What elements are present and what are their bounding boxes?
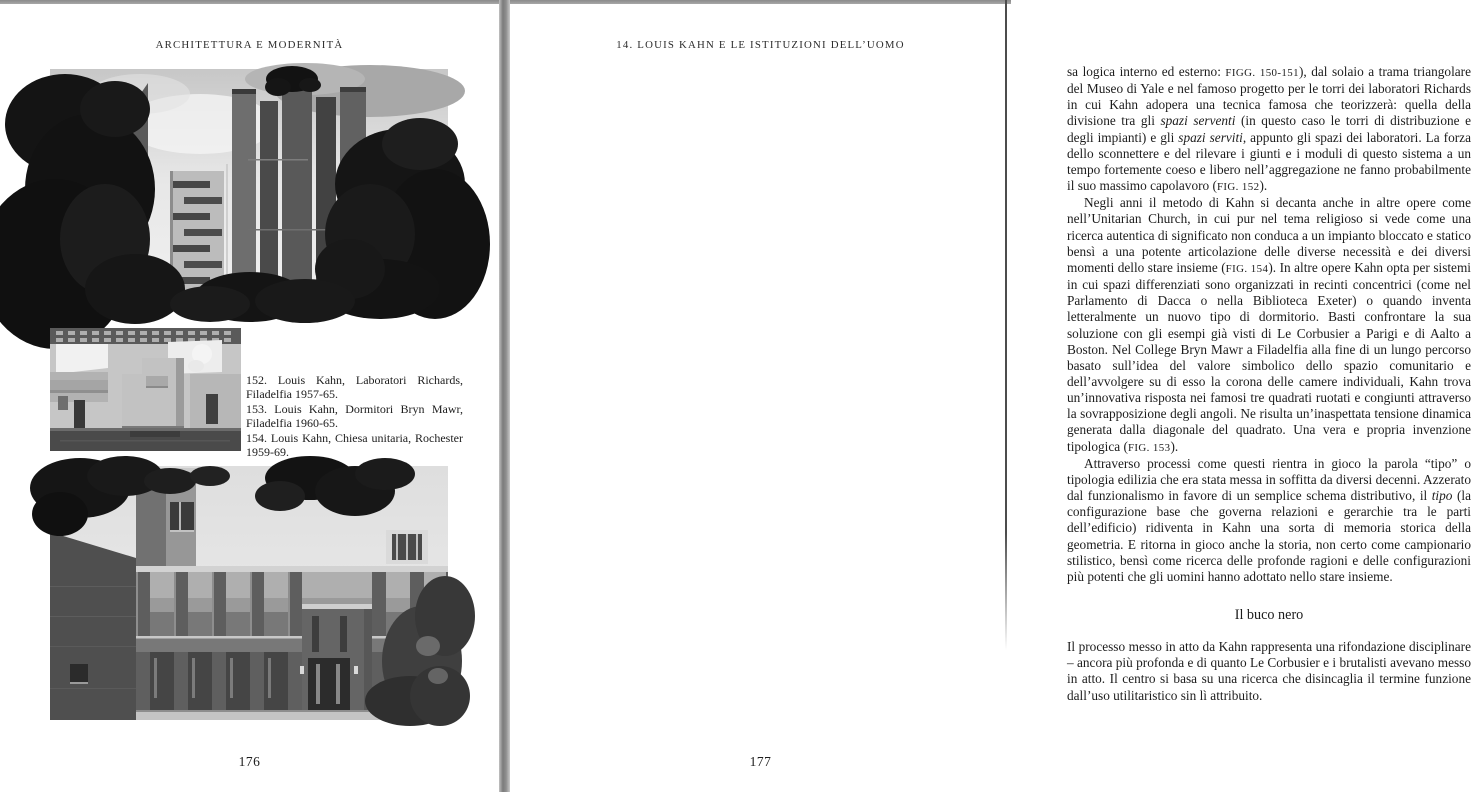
- paragraph-3: Attraverso processi come questi rientra in gioco la parola “tipo” o tipologia edilizia che era stata messa in soffitta da diversi decenni. Azzerato dal funzionalismo in favore di un semplice schema distributivo, il tipo (la configurazione base che governa relazioni e gerarchie tra le parti dell’edificio) ridiventa in Kahn una sorta di memoria storica della geometria. E ritorna in gioco anche la storia, non certo come campionario stilistico, bensì come ricerca delle profonde ragioni e delle configurazioni più potenti che gli uomini hanno adottato nello stare insieme.: [1067, 455, 1471, 584]
- photo-bryn-mawr-interior: [50, 328, 241, 451]
- paragraph-4: Il processo messo in atto da Kahn rappresenta una rifondazione disciplinare – ancora più profonda e di quanto Le Corbusier e i brutalisti avevano messo in atto. Il centro si basa su una ricerca che disincaglia il termine funzione dall’uso utilitaristico sin lì attribuito.: [1067, 639, 1471, 703]
- folio-right: 177: [749, 754, 772, 769]
- running-head-left: ARCHITETTURA E MODERNITÀ: [155, 39, 344, 51]
- left-page: [0, 0, 499, 792]
- folio-left: 176: [238, 754, 261, 769]
- photo-unitarian-church-facade: [50, 466, 448, 720]
- running-head-right: 14. LOUIS KAHN E LE ISTITUZIONI DELL’UOMO: [616, 39, 905, 51]
- photo-richards-laboratories: [50, 69, 448, 312]
- figure-captions: [246, 373, 463, 460]
- page-edge-line: [1005, 0, 1007, 650]
- entrance-block: [300, 604, 372, 716]
- right-page: [510, 0, 1471, 792]
- paragraph-1: sa logica interno ed esterno: FIGG. 150-151), dal solaio a trama triangolare del Museo di Yale e nel famoso progetto per le torri dei laboratori Richards in cui Kahn adopera una tecnica famosa che teorizzerà: quella della divisione tra gli spazi serventi (in questo caso le torri di distribuzione e degli impianti) e gli spazi serviti, appunto gli spazi dei laboratori. La forza dello sconnettere e del rilevare i giunti e i moduli di questo sistema a un tempo fortemente coeso e libero nell’aggregazione ne fanno probabilmente il suo massimo capolavoro (FIG. 152).: [1067, 64, 1471, 194]
- caption-154: 154. Louis Kahn, Chiesa unitaria, Rochester 1959-69.: [246, 430, 463, 460]
- section-heading: Il buco nero: [1234, 607, 1304, 623]
- left-brick-wall: [50, 532, 136, 720]
- floor: [50, 428, 241, 451]
- caption-153: 153. Louis Kahn, Dormitori Bryn Mawr, Filadelfia 1960-65.: [246, 401, 463, 431]
- body-text: [1067, 64, 1471, 704]
- right-rooftop-monitor: [386, 530, 428, 564]
- page-gutter: [499, 0, 510, 792]
- paragraph-2: Negli anni il metodo di Kahn si decanta anche in altre opere come nell’Unitarian Church, in cui pur nel tema religioso si vede come una ricerca autentica di significato non conduca a un impianto bloccato e statico bensì a una potente articolazione delle diverse necessità e dei diversi momenti dello stare insieme (FIG. 154). In altre opere Kahn opta per sistemi in cui spazi differenziati sono organizzati in recinti concentrici (come nel Parlamento di Dacca o nella Biblioteca Exeter) o quando inventa letteralmente un nuovo tipo di dormitorio. Basti confrontare la sua soluzione con gli esempi già visti di Le Corbusier a Parigi e di Aalto a Boston. Nel College Bryn Mawr a Filadelfia alla fine di un lungo percorso basato sull’idea del valore simbolico dello spazio comunitario e dell’avvolgere su di esso la corona delle camere individuali, Kahn trova un’innovativa risposta nei famosi tre quadrati ruotati e congiunti attraverso la sovrapposizione degli angoli. Ne risulta un’inaspettata tensione dinamica generata dalla diagonale del quadrato. Una vera e propria invenzione tipologica (FIG. 153).: [1067, 195, 1471, 454]
- caption-152: 152. Louis Kahn, Laboratori Richards, Filadelfia 1957-65.: [246, 373, 463, 402]
